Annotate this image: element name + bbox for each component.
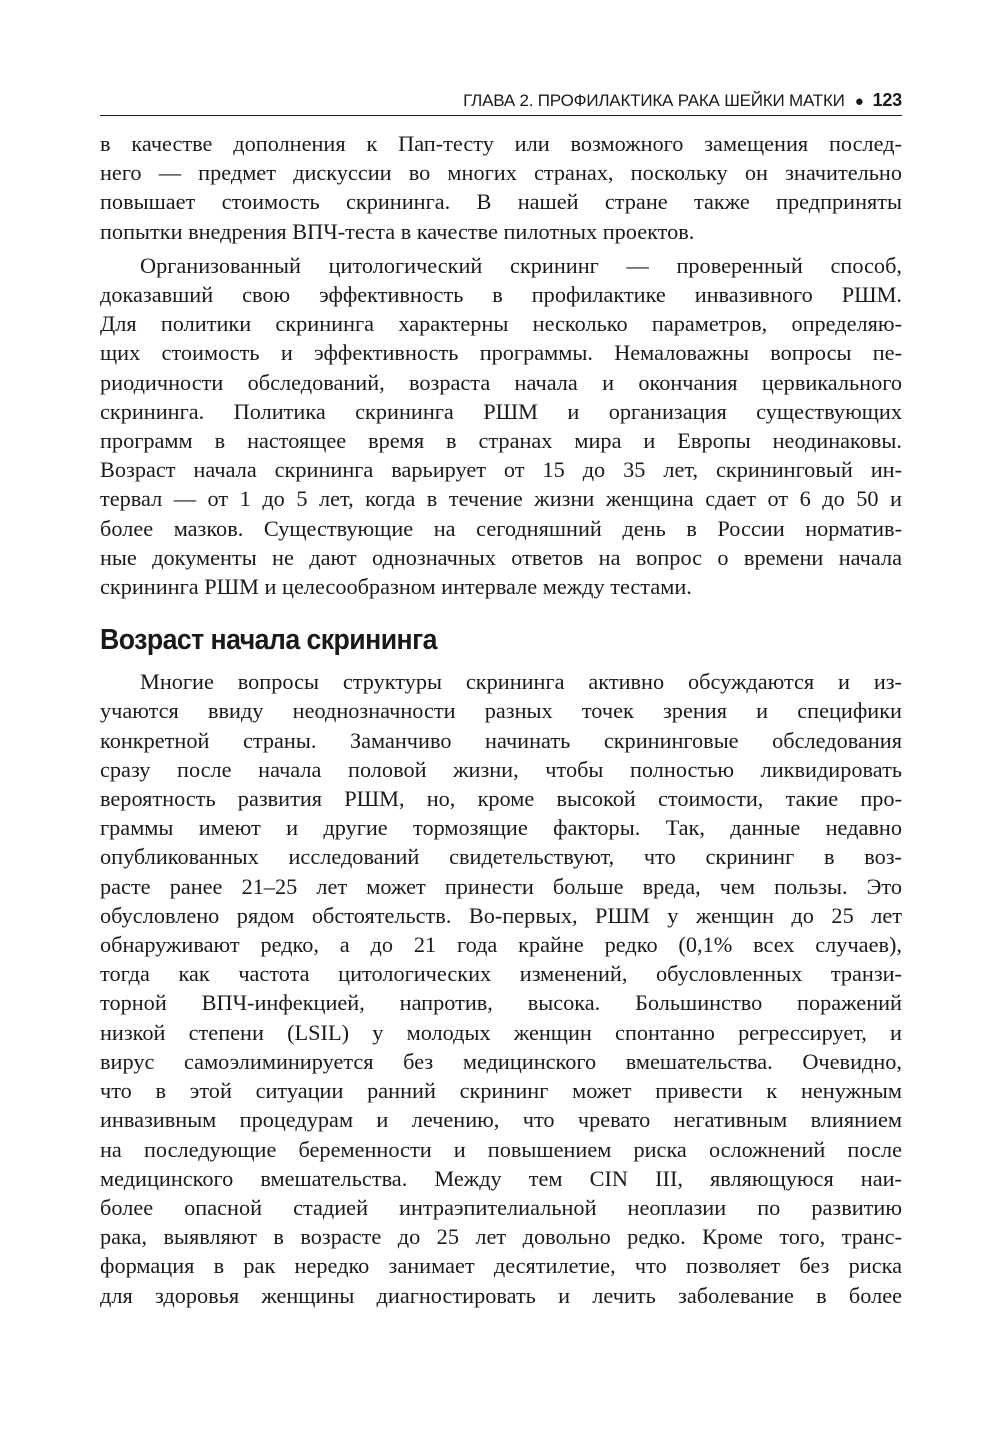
text-line: более мазков. Существующие на сегодняшний день в России норматив- bbox=[100, 515, 902, 541]
text-line: программ в настоящее время в странах мира и Европы неодинаковы. bbox=[100, 428, 902, 454]
paragraph-screening-age bbox=[100, 667, 902, 1309]
text-line: обусловлено рядом обстоятельств. Во-первых, РШМ у женщин до 25 лет bbox=[100, 902, 902, 928]
text-line: расте ранее 21–25 лет может принести больше вреда, чем пользы. Это bbox=[100, 873, 902, 899]
text-line: щих стоимость и эффективность программы. Немаловажны вопросы пе- bbox=[100, 340, 902, 366]
text-line: него — предмет дискуссии во многих странах, поскольку он значительно bbox=[100, 160, 902, 186]
text-line: вероятность развития РШМ, но, кроме высокой стоимости, такие про- bbox=[100, 786, 902, 812]
text-line: ные документы не дают однозначных ответов на вопрос о времени начала bbox=[100, 544, 902, 570]
text-line: медицинского вмешательства. Между тем CIN III, являющуюся наи- bbox=[100, 1165, 902, 1191]
text-line: Для политики скрининга характерны несколько параметров, определяю- bbox=[100, 311, 902, 337]
text-line: вирус самоэлиминируется без медицинского вмешательства. Очевидно, bbox=[100, 1048, 902, 1074]
text-line: Возраст начала скрининга варьирует от 15 до 35 лет, скрининговый ин- bbox=[100, 457, 902, 483]
text-line: торной ВПЧ-инфекцией, напротив, высока. Большинство поражений bbox=[100, 990, 902, 1016]
text-line: для здоровья женщины диагностировать и лечить заболевание в более bbox=[100, 1282, 902, 1308]
text-line: тервал — от 1 до 5 лет, когда в течение жизни женщина сдает от 6 до 50 и bbox=[100, 486, 902, 512]
text-line: формация в рак нередко занимает десятилетие, что позволяет без риска bbox=[100, 1253, 902, 1279]
text-line: скрининга. Политика скрининга РШМ и организация существующих bbox=[100, 398, 902, 424]
text-line: на последующие беременности и повышением риска осложнений после bbox=[100, 1136, 902, 1162]
paragraph-organized-screening bbox=[100, 251, 902, 601]
text-line: инвазивным процедурам и лечению, что чревато негативным влиянием bbox=[100, 1107, 902, 1133]
text-line: конкретной страны. Заманчиво начинать скрининговые обследования bbox=[100, 727, 902, 753]
text-line: обнаруживают редко, а до 21 года крайне редко (0,1% всех случаев), bbox=[100, 932, 902, 958]
page-body bbox=[100, 129, 902, 1310]
text-line: повышает стоимость скрининга. В нашей стране также предприняты bbox=[100, 189, 902, 215]
section-heading: Возраст начала скрининга bbox=[100, 624, 437, 657]
book-page bbox=[100, 85, 902, 1310]
text-line: в качестве дополнения к Пап-тесту или возможного замещения послед- bbox=[100, 131, 902, 156]
text-line: доказавший свою эффективность в профилактике инвазивного РШМ. bbox=[100, 282, 902, 308]
text-line: рака, выявляют в возрасте до 25 лет довольно редко. Кроме того, транс- bbox=[100, 1224, 902, 1250]
text-line: попытки внедрения ВПЧ-теста в качестве пилотных проектов. bbox=[100, 218, 695, 244]
text-line: что в этой ситуации ранний скрининг может привести к ненужным bbox=[100, 1078, 902, 1104]
page-number: 123 bbox=[872, 90, 902, 110]
text-line: сразу после начала половой жизни, чтобы полностью ликвидировать bbox=[100, 756, 902, 782]
text-line: скрининга РШМ и целесообразном интервале между тестами. bbox=[100, 574, 692, 600]
running-header bbox=[100, 85, 902, 116]
text-line: опубликованных исследований свидетельствуют, что скрининг в воз- bbox=[100, 844, 902, 870]
text-line: учаются ввиду неоднозначности разных точек зрения и специфики bbox=[100, 698, 902, 724]
text-line: риодичности обследований, возраста начала и окончания цервикального bbox=[100, 369, 902, 395]
text-line: низкой степени (LSIL) у молодых женщин спонтанно регрессирует, и bbox=[100, 1019, 902, 1045]
text-line: более опасной стадией интраэпителиальной неоплазии по развитию bbox=[100, 1194, 902, 1220]
text-line: граммы имеют и другие тормозящие факторы. Так, данные недавно bbox=[100, 815, 902, 841]
text-line: тогда как частота цитологических изменений, обусловленных транзи- bbox=[100, 961, 902, 987]
text-line: Организованный цитологический скрининг — проверенный способ, bbox=[140, 252, 902, 278]
bullet-separator-icon: ● bbox=[854, 93, 864, 110]
text-line: Многие вопросы структуры скрининга активно обсуждаются и из- bbox=[140, 669, 902, 695]
paragraph-continued bbox=[100, 129, 902, 246]
chapter-title: ГЛАВА 2. ПРОФИЛАКТИКА РАКА ШЕЙКИ МАТКИ bbox=[463, 91, 845, 110]
